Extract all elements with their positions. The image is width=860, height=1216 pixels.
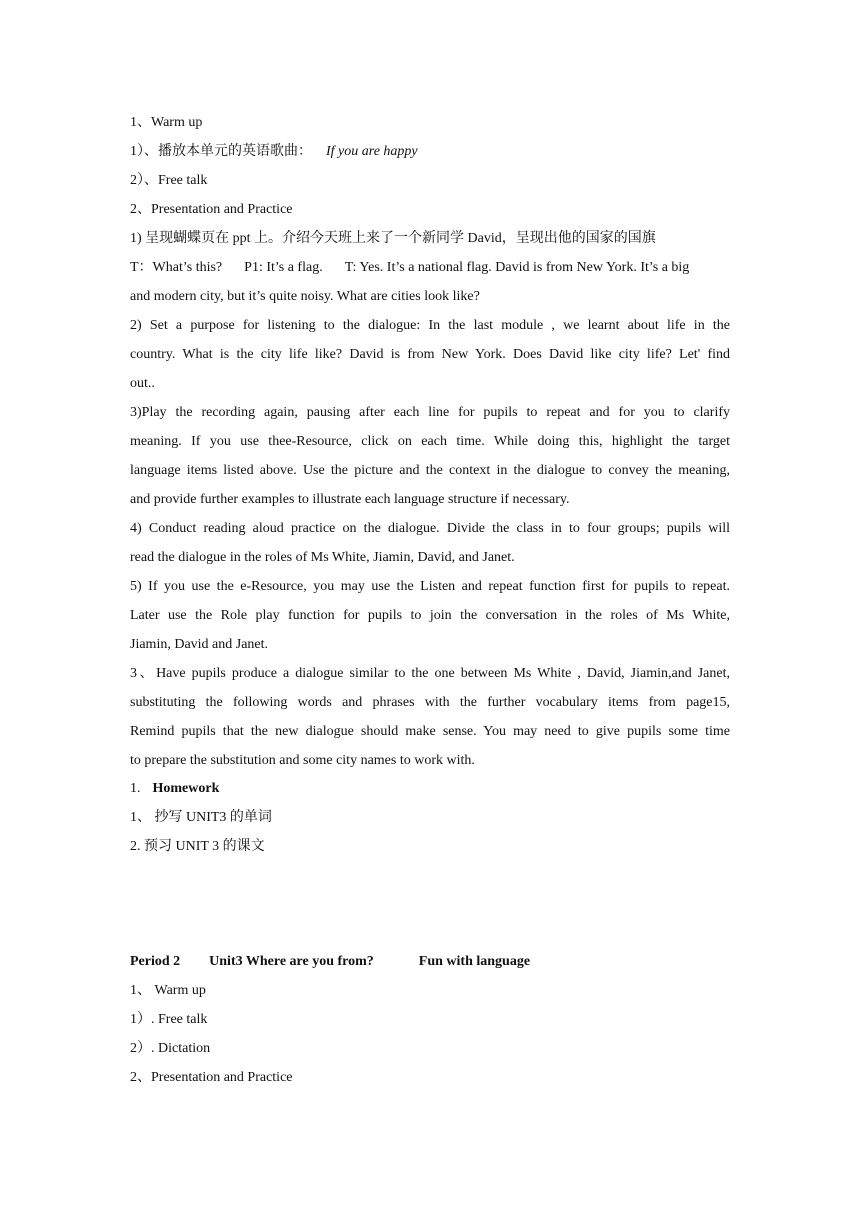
step-3-line-4: and provide further examples to illustrate each language structure if necessary. (130, 492, 570, 507)
section-3-line-4: to prepare the substitution and some city names to work with. (130, 753, 475, 768)
step-4-line-1: 4) Conduct reading aloud practice on the dialogue. Divide the class in to four groups; pupils will (130, 521, 730, 536)
step-3-line-2: meaning. If you use thee-Resource, click on each time. While doing this, highlight the target (130, 434, 730, 449)
section-3-line-3: Remind pupils that the new dialogue should make sense. You may need to give pupils some time (130, 724, 730, 739)
homework-label: Homework (152, 781, 220, 796)
warmup-heading: 1、Warm up (130, 115, 203, 130)
dialogue-p1-answer: P1: It’s a flag. (244, 260, 323, 275)
song-prefix: 1）、播放本单元的英语歌曲： (130, 144, 312, 159)
song-line (130, 137, 730, 166)
homework-heading (130, 774, 730, 803)
teacher-dialogue-line (130, 253, 730, 282)
step-5-line-2: Later use the Role play function for pupils to join the conversation in the roles of Ms White, (130, 608, 730, 623)
step-1-text: 1) 呈现蝴蝶页在 ppt 上。介绍今天班上来了一个新同学 David，呈现出他的国家的国旗 (130, 231, 656, 246)
step-2-line-1: 2) Set a purpose for listening to the dialogue: In the last module , we learnt about life in the (130, 318, 730, 333)
period-label: Period 2 (130, 954, 181, 969)
dialogue-t-question: T：What’s this? (130, 260, 223, 275)
homework-number: 1. (130, 781, 141, 796)
homework-item-2: 2. 预习 UNIT 3 的课文 (130, 839, 265, 854)
step-5-line-1: 5) If you use the e-Resource, you may use the Listen and repeat function first for pupils to repeat. (130, 579, 730, 594)
teacher-dialogue-continued: and modern city, but it’s quite noisy. What are cities look like? (130, 289, 480, 304)
period-2-free-talk: 1）. Free talk (130, 1012, 208, 1027)
lesson-topic: Fun with language (418, 954, 531, 969)
step-2-line-3: out.. (130, 376, 155, 391)
song-title: If you are happy (326, 144, 418, 159)
unit-title: Unit3 Where are you from? (209, 954, 374, 969)
step-3-line-1: 3)Play the recording again, pausing after each line for pupils to repeat and for you to clarify (130, 405, 730, 420)
step-5-line-3: Jiamin, David and Janet. (130, 637, 269, 652)
dialogue-t-response: T: Yes. It’s a national flag. David is from New York. It’s a big (344, 260, 690, 275)
period-2-presentation: 2、Presentation and Practice (130, 1070, 293, 1085)
step-4-line-2: read the dialogue in the roles of Ms White, Jiamin, David, and Janet. (130, 550, 515, 565)
step-3-line-3: language items listed above. Use the picture and the context in the dialogue to convey the meaning, (130, 463, 730, 478)
period-2-heading (130, 947, 730, 976)
presentation-heading: 2、Presentation and Practice (130, 202, 293, 217)
period-2-dictation: 2）. Dictation (130, 1041, 211, 1056)
period-2-warmup: 1、 Warm up (130, 983, 206, 998)
section-3-line-1: 3、Have pupils produce a dialogue similar to the one between Ms White , David, Jiamin,and Janet, (130, 666, 730, 681)
free-talk-item: 2）、Free talk (130, 173, 208, 188)
homework-item-1: 1、 抄写 UNIT3 的单词 (130, 810, 272, 825)
section-3-line-2: substituting the following words and phrases with the further vocabulary items from page15, (130, 695, 730, 710)
step-2-line-2: country. What is the city life like? David is from New York. Does David like city life? Let' find (130, 347, 730, 362)
